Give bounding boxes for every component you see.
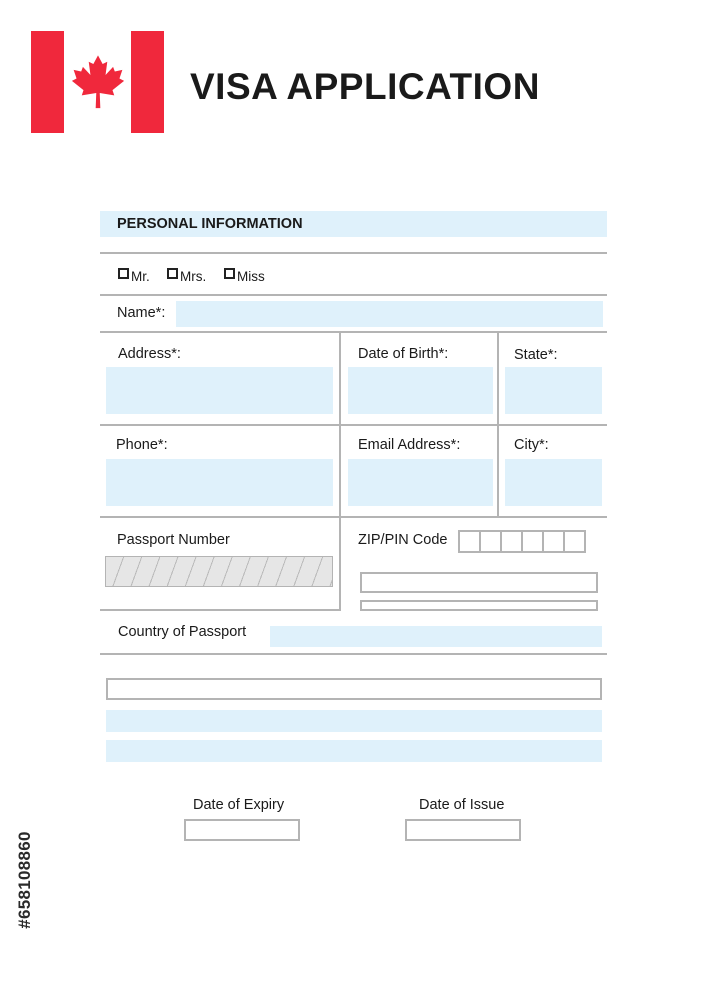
canada-flag — [31, 31, 164, 133]
issue-field[interactable] — [405, 819, 521, 841]
stock-id-watermark — [8, 760, 42, 1000]
zip-label: ZIP/PIN Code — [358, 532, 448, 548]
address-label: Address*: — [118, 346, 181, 362]
page-title: VISA APPLICATION — [190, 66, 540, 107]
divider — [100, 516, 607, 518]
miss-checkbox[interactable] — [224, 268, 235, 279]
phone-field[interactable] — [106, 459, 333, 506]
flag-band-left — [31, 31, 64, 133]
state-field[interactable] — [505, 367, 602, 414]
section-title: PERSONAL INFORMATION — [117, 216, 303, 232]
phone-label: Phone*: — [116, 437, 168, 453]
miss-label: Miss — [237, 269, 265, 284]
zip-address-field[interactable] — [360, 572, 598, 593]
email-label: Email Address*: — [358, 437, 461, 453]
column-divider — [339, 332, 341, 610]
maple-leaf-icon — [69, 54, 127, 110]
city-label: City*: — [514, 437, 549, 453]
country-field[interactable] — [270, 626, 602, 647]
zip-cell[interactable] — [458, 530, 481, 553]
name-label: Name*: — [117, 305, 166, 321]
zip-cell[interactable] — [479, 530, 502, 553]
flag-band-right — [131, 31, 164, 133]
extra-line-field[interactable] — [106, 740, 602, 762]
divider — [100, 331, 607, 333]
mr-label: Mr. — [131, 269, 150, 284]
city-field[interactable] — [505, 459, 602, 506]
extra-line-field[interactable] — [106, 678, 602, 700]
divider — [100, 294, 607, 296]
country-label: Country of Passport — [118, 624, 247, 640]
section-header-bar — [100, 211, 607, 237]
stock-id-text: #658108860 — [15, 831, 34, 929]
mrs-label: Mrs. — [180, 269, 207, 284]
expiry-label: Date of Expiry — [193, 797, 285, 813]
zip-cell[interactable] — [500, 530, 523, 553]
email-field[interactable] — [348, 459, 493, 506]
divider — [100, 609, 341, 611]
zip-cell[interactable] — [563, 530, 586, 553]
dob-field[interactable] — [348, 367, 493, 414]
name-field[interactable] — [176, 301, 603, 327]
passport-number-field[interactable] — [105, 556, 333, 587]
extra-line-field[interactable] — [106, 710, 602, 732]
divider — [100, 252, 607, 254]
flag-center — [64, 31, 131, 133]
state-label: State*: — [514, 347, 558, 363]
dob-label: Date of Birth*: — [358, 346, 449, 362]
mr-checkbox[interactable] — [118, 268, 129, 279]
zip-cell[interactable] — [542, 530, 565, 553]
issue-label: Date of Issue — [419, 797, 505, 813]
address-field[interactable] — [106, 367, 333, 414]
divider — [100, 653, 607, 655]
mrs-checkbox[interactable] — [167, 268, 178, 279]
passport-number-label: Passport Number — [117, 532, 230, 548]
zip-code-cells[interactable] — [458, 530, 584, 553]
zip-extra-field[interactable] — [360, 600, 598, 611]
divider — [100, 424, 607, 426]
expiry-field[interactable] — [184, 819, 300, 841]
zip-cell[interactable] — [521, 530, 544, 553]
